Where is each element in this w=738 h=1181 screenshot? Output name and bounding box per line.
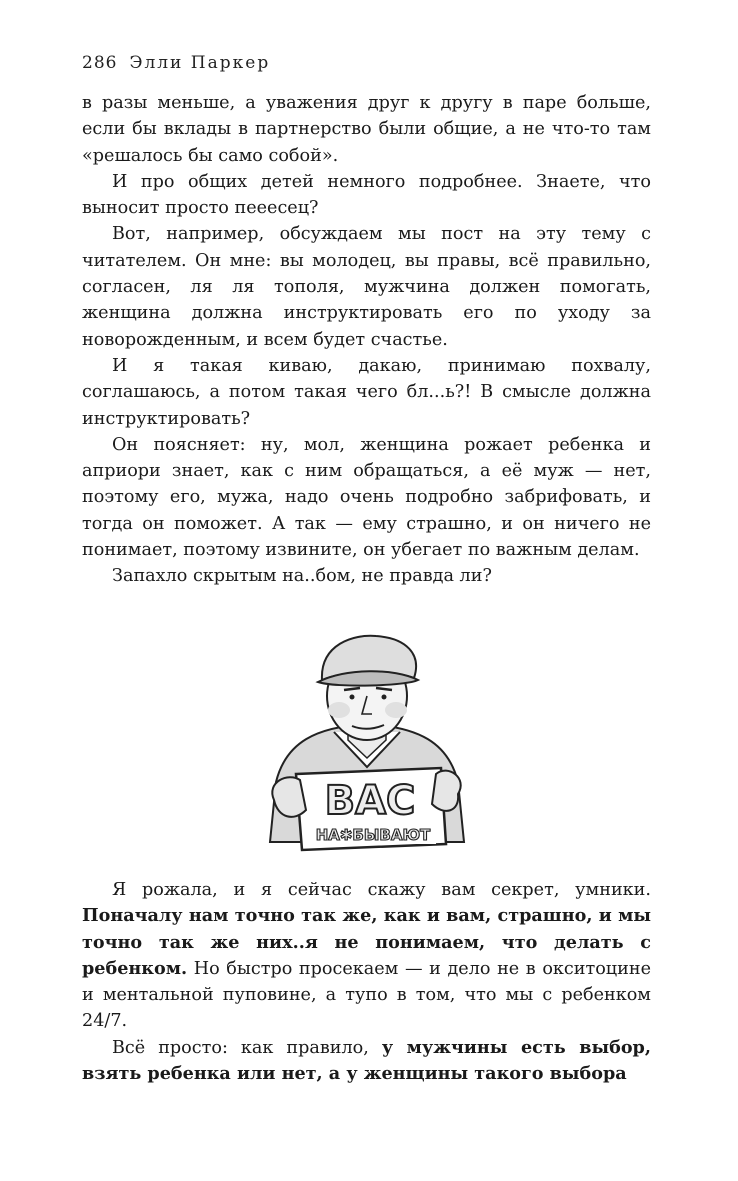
paragraph: И про общих детей немного подробнее. Знаете, что выносит просто пееесец?	[82, 171, 651, 219]
running-header	[82, 53, 270, 73]
paragraph: И я такая киваю, дакаю, принимаю похвалу, соглашаюсь, а потом такая чего бл...ь?! В смысле должна инструктировать?	[82, 355, 651, 429]
paragraph: Запахло скрытым на..бом, не правда ли?	[112, 566, 492, 587]
man-with-sign-icon	[236, 632, 498, 858]
paragraph	[82, 1035, 651, 1088]
paragraph-text: Но быстро просекаем — и дело не в окситоцине и ментальной пуповине, а тупо в том, что мы с ребенком 24/7.	[82, 958, 651, 1032]
paragraph-bold: у мужчины есть выбор, взять ребенка или нет, а у женщины такого выбора	[82, 1036, 651, 1085]
author-name: Элли Паркер	[129, 53, 271, 73]
page-number: 286	[82, 53, 118, 73]
paragraph-text: Всё просто: как правило,	[112, 1037, 382, 1058]
paragraph: Он поясняет: ну, мол, женщина рожает ребенка и априори знает, как с ним обращаться, а её муж — нет, поэтому его, мужа, надо очень подробно забрифовать, и тогда он поможет. А так — ему страшно, и он ничего не понимает, поэтому извините, он убегает по важным делам.	[82, 434, 651, 561]
sign-line-2: НА✱БЫВАЮТ	[315, 826, 431, 844]
paragraph: Вот, например, обсуждаем мы пост на эту тему с читателем. Он мне: вы молодец, вы правы, всё правильно, согласен, ля ля тополя, мужчина должен помогать, женщина должна инструктировать его по уходу за новорожденным, и всем будет счастье.	[82, 224, 651, 350]
paragraph	[82, 877, 651, 1035]
text-block-bottom	[82, 877, 651, 1087]
text-block-top	[82, 90, 651, 590]
paragraph: в разы меньше, а уважения друг к другу в паре больше, если бы вклады в партнерство были общие, а не что-то там «решалось бы само собой».	[82, 93, 651, 166]
paragraph-text: Я рожала, и я сейчас скажу вам секрет, умники.	[112, 880, 651, 900]
sign-line-1: ВАС	[324, 778, 416, 824]
paragraph-bold: Поначалу нам точно так же, как и вам, страшно, и мы точно так же них..я не понимаем, что делать с ребенком.	[82, 905, 651, 979]
